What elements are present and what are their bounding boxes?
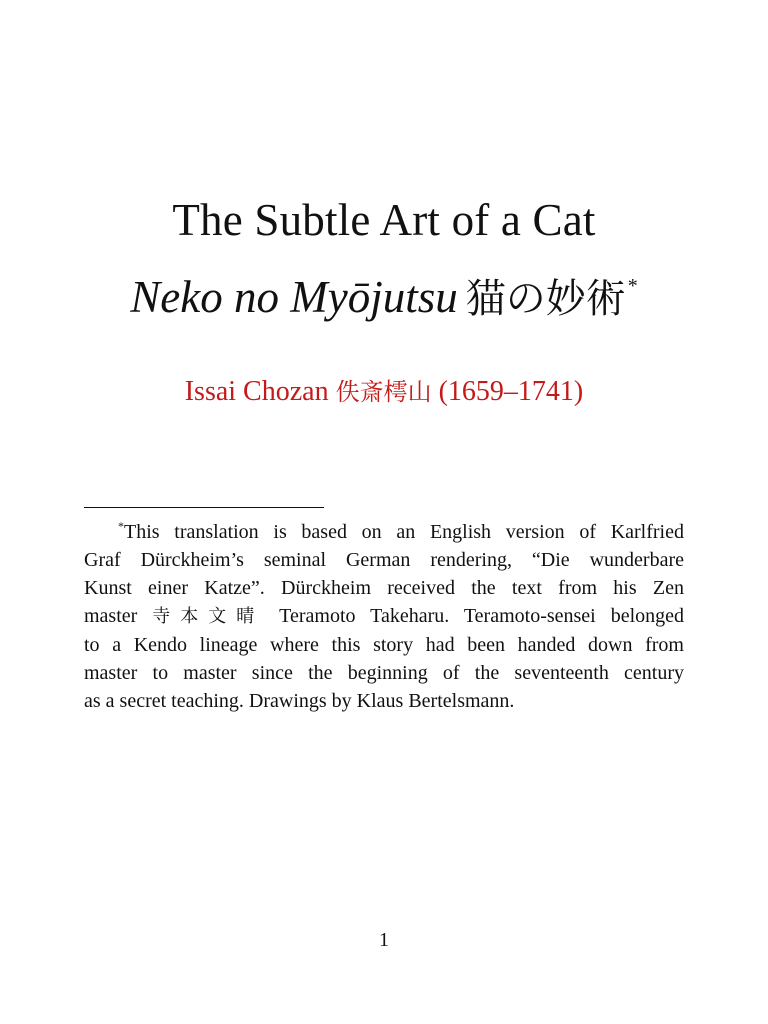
footnote-line: Kunst einer Katze”. Dürckheim received the text from his Zen [84, 577, 684, 599]
subtitle-romaji: Neko no Myōjutsu [130, 272, 458, 322]
subtitle-japanese: 猫の妙術 [465, 276, 626, 322]
footnote-line: as a secret teaching. Drawings by Klaus Bertelsmann. [84, 690, 515, 712]
footnote-line [84, 512, 684, 546]
footnote [84, 512, 684, 715]
footnote-text: This translation is based on an English version of Karlfried [124, 521, 684, 543]
teacher-name-japanese: 寺本文晴 [152, 606, 265, 627]
footnote-mark: * [118, 519, 124, 533]
page-title: The Subtle Art of a Cat [172, 195, 596, 245]
author-name: Issai Chozan [184, 376, 329, 407]
footnote-line: master to master since the beginning of the seventeenth century [84, 662, 684, 684]
author-japanese: 佚斎樗山 [335, 378, 432, 406]
footnote-line: Graf Dürckheim’s seminal German rendering, “Die wunderbare [84, 549, 684, 571]
footnote-divider [84, 507, 324, 508]
author-line [0, 372, 768, 412]
author-dates: (1659–1741) [438, 376, 584, 407]
footnote-reference[interactable]: * [627, 275, 638, 297]
footnote-text: master [84, 605, 138, 627]
subtitle [0, 255, 768, 330]
page-number: 1 [379, 929, 389, 951]
footnote-line: to a Kendo lineage where this story had been handed down from [84, 634, 684, 656]
footnote-line [84, 602, 684, 631]
footnote-text: Teramoto Takeharu. Teramoto-sensei belonged [279, 605, 685, 627]
